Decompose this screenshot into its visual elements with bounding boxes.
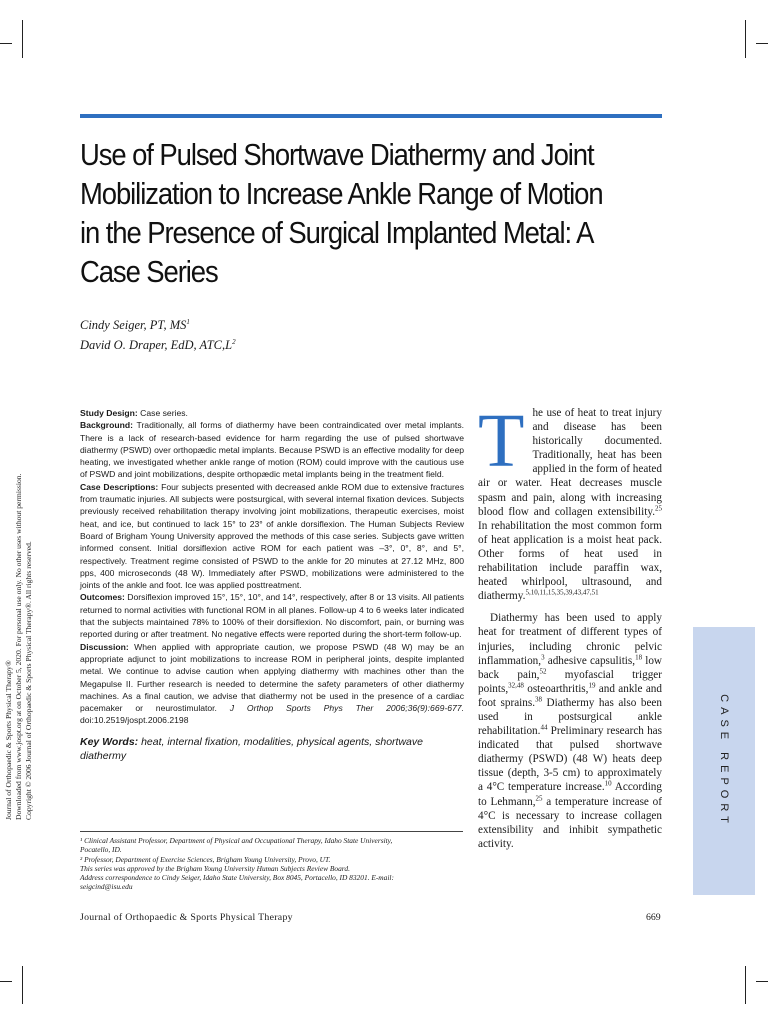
abstract-background: Background: Traditionally, all forms of diathermy have been contraindicated over metal implants. There is a lack of research-based evidence for harm regarding the use of pulsed shortwave diathermy (PSWD) over orthopædic metal implants. Because PSWD is an effective modality for deep heating, we investigated whether ankle range of motion (ROM) could improve with the cautious use of PSWD and joint mobilizations, despite orthopædic metal implants being in the treatment field. bbox=[80, 420, 465, 480]
abstract bbox=[80, 407, 464, 763]
abstract-outcomes: Outcomes: Dorsiflexion improved 15°, 15°, 10°, and 14°, respectively, after 8 or 13 visits. All patients returned to normal activities with functional ROM in all planes. Follow-up 4 to 6 weeks later indicated that the subjects maintained 78% to 100% of their dorsiflexion. No discomfort, pain, or burning was reported during or after treatment. No negative effects were reported during the short-term follow-up. bbox=[80, 592, 464, 640]
abstract-case-descriptions: Case Descriptions: Four subjects presented with decreased ankle ROM due to extensive fractures from traumatic injuries. All subjects were postsurgical, with several internal fixation devices. Subjects previously received rehabilitation therapy involving joint mobilizations, therapeutic exercises, moist heat, and ice, but continued to lack 15° to 23° of ankle dorsiflexion. The Human Subjects Review Board of Brigham Young University approved the methods of this case series. Subjects gave written informed consent. Initial dorsiflexion active ROM for each patient was –3°, 0°, 8°, and 5°, respectively. Treatment regime consisted of PSWD to the ankle for 20 minutes at 27.12 MHz, 800 pps, 400 microseconds (48 W). Immediately after PSWD, mobilizations were administered to the joints of the ankle and foot. Ice was applied posttreatment. bbox=[80, 481, 464, 591]
footnotes: ¹ Clinical Assistant Professor, Department of Physical and Occupational Therapy, Idaho State University, Pocatello, ID. ² Professor, Department of Exercise Sciences, Brigham Young University, Provo, UT. This series was approved by the Brigham Young University Human Subjects Review Board. Address correspondence to Cindy Seiger, Idaho State University, Box 8045, Portacello, ID 83201. E-mail: seigcind@isu.edu bbox=[80, 836, 394, 892]
crop-mark bbox=[0, 43, 12, 44]
abstract-study-design: Study Design: Case series. bbox=[80, 408, 188, 418]
article-title: Use of Pulsed Shortwave Diathermy and Joint Mobilization to Increase Ankle Range of Motion in the Presence of Surgical Implanted Metal: A Case Series bbox=[80, 138, 603, 289]
body-paragraph: Diathermy has been used to apply heat for treatment of different types of injuries, including chronic pelvic inflammation,$^3$ adhesive capsulitis,$^{18}$ low back pain,$^{52}$ myofascial trigger points,$^{32,48}$ osteoarthritis,$^{19}$ and ankle and foot sprains.$^{38}$ Diathermy has also been used in postsurgical ankle rehabilitation.$^{44}$ Preliminary research has indicated that pulsed shortwave diathermy (PSWD) (48 W) heats deep tissue (depth, 3-5 cm) to approximately a 4°C temperature increase.$^{10}$ According to Lehmann,$^{25}$ a temperature increase of 4°C is necessary to increase collagen extensibility and inhibit sympathetic activity. bbox=[478, 612, 663, 850]
crop-mark bbox=[0, 981, 12, 982]
section-tab bbox=[693, 627, 755, 895]
crop-mark bbox=[756, 43, 768, 44]
page-number: 669 bbox=[646, 912, 661, 923]
crop-mark bbox=[745, 20, 746, 58]
crop-mark bbox=[745, 966, 746, 1004]
crop-mark bbox=[22, 966, 23, 1004]
author: Cindy Seiger, PT, $MS^1$ bbox=[80, 318, 190, 333]
author-list bbox=[80, 314, 236, 354]
doi: doi:10.2519/jospt.2006.2198 bbox=[80, 715, 189, 726]
key-words: Key Words: heat, internal fixation, modalities, physical agents, shortwave diathermy bbox=[80, 735, 423, 762]
crop-mark bbox=[22, 20, 23, 58]
footnote-rule bbox=[80, 831, 463, 832]
citation: J Orthop Sports Phys Ther 2006;36(9):669-677. bbox=[229, 703, 464, 714]
drop-cap: T bbox=[478, 399, 525, 483]
author: David O. Draper, EdD, $ATC,L^2$ bbox=[80, 338, 236, 353]
body-column bbox=[478, 399, 663, 851]
header-rule bbox=[80, 114, 662, 118]
abstract-discussion: Discussion: When applied with appropriate caution, we propose PSWD (48 W) may be an appropriate adjunct to joint mobilizations to increase ROM in peripheral joints, despite implanted metal. We continue to advise caution when applying diathermy with machines other than the Megapulse II. Further research is needed to determine the safety parameters of other diathermy machines. As a final caution, we advise that diathermy not be used in the presence of a cardiac pacemaker or neurostimulator. J Orthop Sports Phys Ther 2006;36(9):669-677. doi:10.2519/jospt.2006.2198 bbox=[80, 641, 465, 726]
body-paragraph: The use of heat to treat injury and disease has been historically documented. Traditionally, heat has been applied in the form of heated air or water. Heat decreases muscle spasm and pain, along with increasing blood flow and collagen extensibility.$^{25}$ In rehabilitation the most common form of heat application is a moist heat pack. Other forms of heat used in rehabilitation include paraffin wax, heated whirlpool, ultrasound, and diathermy.$^{5,10,11,15,35,39,43,47,51}$ bbox=[478, 399, 662, 603]
crop-mark bbox=[756, 981, 768, 982]
footer-journal-name: Journal of Orthopaedic & Sports Physical Therapy bbox=[80, 912, 293, 923]
download-notice: Journal of Orthopaedic & Sports Physical Therapy® Downloaded from www.jospt.org at on October 5, 2020. For personal use only. No other uses without permission. Copyright © 2006 Journal of Orthopaedic & Sports Physical Therapy®. All rights reserved. bbox=[4, 473, 33, 820]
section-tab-label: CASE REPORT bbox=[718, 694, 730, 828]
